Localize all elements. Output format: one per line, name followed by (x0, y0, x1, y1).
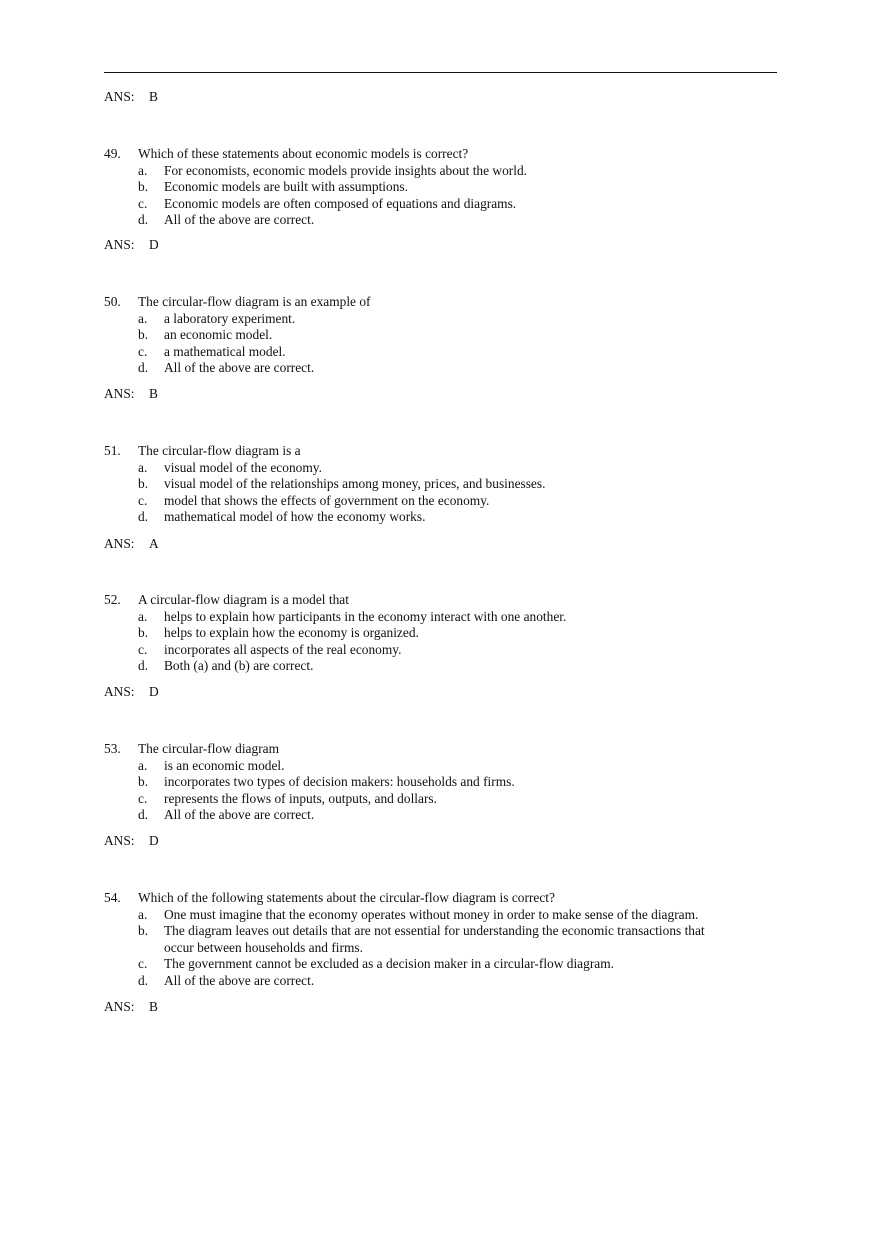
option-text: mathematical model of how the economy works. (164, 509, 426, 524)
option-d (104, 509, 764, 526)
question-number: 50. (104, 294, 121, 309)
option-c (104, 642, 764, 659)
answer-49 (104, 236, 159, 253)
option-letter: c. (138, 790, 148, 806)
answer-value: B (149, 999, 158, 1014)
option-text: All of the above are correct. (164, 360, 315, 375)
option-a (104, 758, 764, 775)
option-letter: d. (138, 212, 149, 227)
answer-53 (104, 832, 159, 849)
answer-50 (104, 385, 158, 402)
answer-value: D (149, 684, 159, 699)
option-text: visual model of the relationships among money, prices, and businesses. (164, 476, 546, 491)
option-letter: b. (138, 625, 149, 640)
answer-label: ANS: (104, 386, 135, 401)
option-text: model that shows the effects of government on the economy. (164, 492, 490, 508)
option-d (104, 973, 764, 990)
option-b (104, 923, 764, 956)
option-text: represents the flows of inputs, outputs, and dollars. (164, 790, 437, 806)
option-letter: c. (138, 492, 148, 508)
option-text: All of the above are correct. (164, 807, 315, 822)
option-letter: d. (138, 360, 149, 375)
question-text: A circular-flow diagram is a model that (138, 592, 349, 607)
option-letter: b. (138, 327, 149, 342)
option-text: For economists, economic models provide insights about the world. (164, 162, 527, 178)
answer-54 (104, 998, 158, 1015)
option-d (104, 807, 764, 824)
option-letter: d. (138, 658, 149, 673)
option-c (104, 791, 764, 808)
option-a (104, 907, 764, 924)
answer-51 (104, 535, 159, 552)
question-number: 52. (104, 592, 121, 607)
option-a (104, 163, 764, 180)
answer-label: ANS: (104, 89, 135, 104)
question-52 (104, 592, 764, 675)
option-text: Both (a) and (b) are correct. (164, 658, 314, 673)
option-letter: b. (138, 476, 149, 491)
option-b (104, 179, 764, 196)
option-letter: c. (138, 195, 148, 211)
answer-value: D (149, 833, 159, 848)
option-letter: d. (138, 807, 149, 822)
option-c (104, 493, 764, 510)
answer-value: B (149, 386, 158, 401)
question-text: The circular-flow diagram is an example of (138, 294, 371, 309)
question-54 (104, 890, 764, 989)
option-letter: a. (138, 162, 148, 178)
option-letter: a. (138, 906, 148, 922)
option-letter: a. (138, 459, 148, 475)
option-b (104, 476, 764, 493)
option-text: incorporates all aspects of the real economy. (164, 641, 402, 657)
question-text: The circular-flow diagram is a (138, 443, 301, 458)
option-text: Economic models are built with assumptions. (164, 179, 408, 194)
question-text: Which of these statements about economic models is correct? (138, 146, 469, 161)
question-number: 49. (104, 146, 121, 161)
question-text: Which of the following statements about the circular-flow diagram is correct? (138, 890, 555, 905)
option-text: incorporates two types of decision makers: households and firms. (164, 774, 515, 789)
option-letter: a. (138, 608, 148, 624)
option-b (104, 774, 764, 791)
option-text: One must imagine that the economy operates without money in order to make sense of the diagram. (164, 906, 699, 922)
option-c (104, 956, 764, 973)
answer-value: B (149, 89, 158, 104)
option-text: Economic models are often composed of equations and diagrams. (164, 195, 517, 211)
option-text: helps to explain how the economy is organized. (164, 625, 419, 640)
question-51 (104, 443, 764, 526)
option-letter: a. (138, 310, 148, 326)
option-letter: c. (138, 343, 148, 359)
answer-label: ANS: (104, 684, 135, 699)
option-text: a laboratory experiment. (164, 310, 296, 326)
answer-label: ANS: (104, 833, 135, 848)
option-text: The government cannot be excluded as a decision maker in a circular-flow diagram. (164, 956, 614, 971)
answer-label: ANS: (104, 999, 135, 1014)
option-letter: c. (138, 956, 148, 971)
answer-value: A (149, 536, 159, 551)
question-text: The circular-flow diagram (138, 741, 280, 756)
option-letter: d. (138, 972, 149, 988)
answer-value: D (149, 237, 159, 252)
option-a (104, 460, 764, 477)
option-c (104, 344, 764, 361)
option-letter: a. (138, 757, 148, 773)
top-rule (104, 72, 777, 73)
option-letter: b. (138, 179, 149, 194)
option-a (104, 609, 764, 626)
option-letter: b. (138, 923, 149, 938)
option-b (104, 327, 764, 344)
option-letter: c. (138, 641, 148, 657)
option-c (104, 196, 764, 213)
option-d (104, 658, 764, 675)
option-text: an economic model. (164, 327, 273, 342)
option-text: All of the above are correct. (164, 212, 315, 227)
question-number: 54. (104, 890, 121, 905)
option-letter: d. (138, 509, 149, 524)
option-d (104, 212, 764, 229)
option-a (104, 311, 764, 328)
answer-label: ANS: (104, 536, 135, 551)
answer-prev (104, 88, 158, 105)
option-letter: b. (138, 774, 149, 789)
question-53 (104, 741, 764, 824)
question-number: 53. (104, 741, 121, 756)
answer-label: ANS: (104, 237, 135, 252)
option-text: helps to explain how participants in the economy interact with one another. (164, 608, 567, 624)
question-number: 51. (104, 443, 121, 458)
option-text: a mathematical model. (164, 343, 286, 359)
answer-52 (104, 683, 159, 700)
option-text: is an economic model. (164, 757, 285, 773)
question-50 (104, 294, 764, 377)
option-b (104, 625, 764, 642)
option-text: The diagram leaves out details that are not essential for understanding the economic transactions that occur between households and firms. (164, 923, 705, 955)
question-49 (104, 146, 764, 229)
option-text: visual model of the economy. (164, 459, 322, 475)
option-d (104, 360, 764, 377)
option-text: All of the above are correct. (164, 972, 315, 988)
